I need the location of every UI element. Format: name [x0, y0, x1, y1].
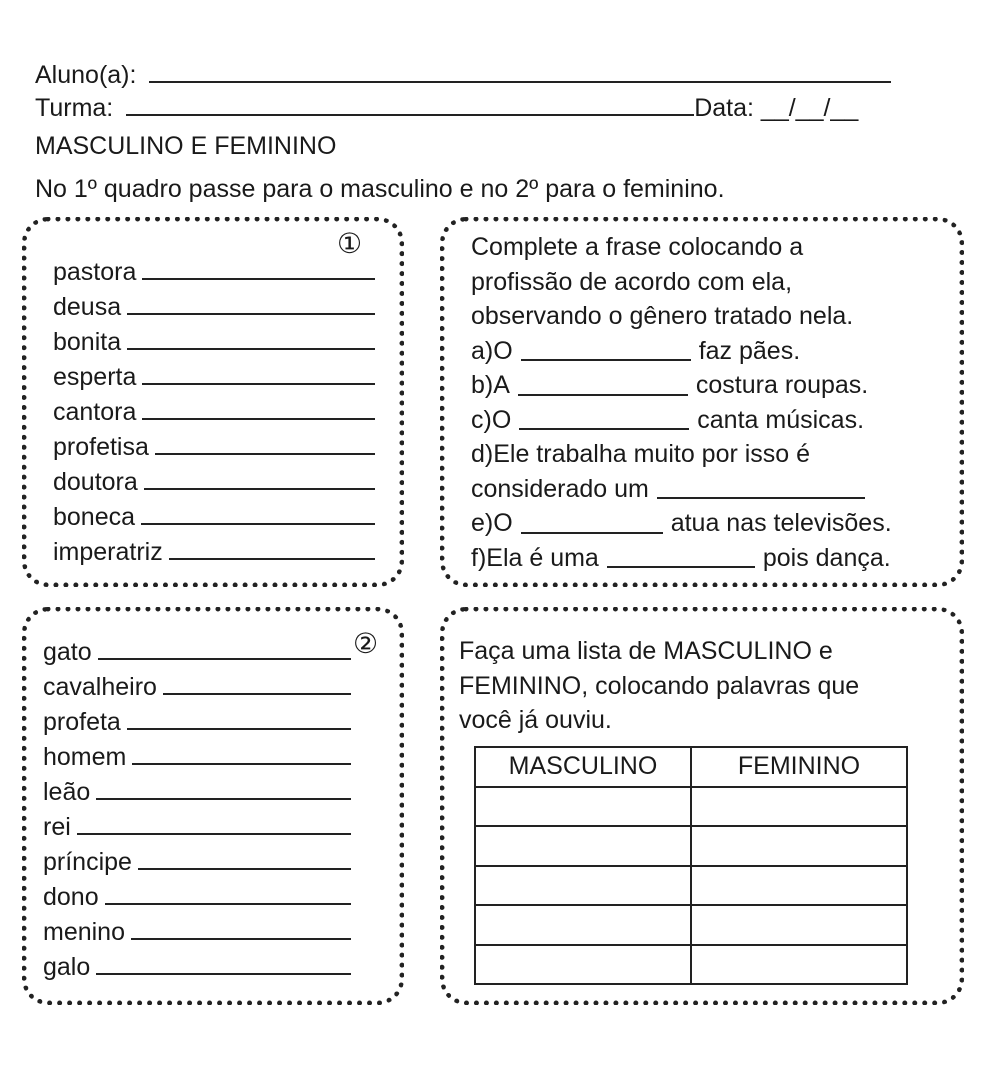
answer-blank[interactable] — [163, 693, 351, 695]
list-item: menino — [43, 912, 351, 947]
answer-blank[interactable] — [96, 973, 351, 975]
answer-blank[interactable] — [138, 868, 351, 870]
sentence-d-line-1: d)Ele trabalha muito por isso é — [471, 440, 811, 468]
table-row — [475, 826, 907, 866]
answer-blank[interactable] — [142, 383, 375, 385]
answer-blank[interactable] — [105, 903, 351, 905]
table-cell[interactable] — [691, 905, 907, 945]
student-name-field[interactable] — [149, 57, 891, 83]
list-item: pastora — [53, 252, 375, 287]
list-item: príncipe — [43, 842, 351, 877]
answer-blank[interactable] — [518, 394, 688, 396]
box-1-to-masculine — [22, 217, 404, 587]
sentence-c: c)O canta músicas. — [471, 405, 865, 434]
box-3-complete-sentences — [440, 217, 964, 587]
sentence-a: a)O faz pães. — [471, 336, 801, 365]
date-label: Data: — [694, 94, 754, 122]
box-4-intro-line: FEMININO, colocando palavras que — [459, 671, 860, 700]
table-row — [475, 866, 907, 906]
table-cell[interactable] — [475, 866, 691, 906]
answer-blank[interactable] — [155, 453, 375, 455]
student-name-line — [35, 57, 891, 90]
table-cell[interactable] — [475, 826, 691, 866]
sentence-f: f)Ela é uma pois dança. — [471, 543, 891, 572]
date-field[interactable]: __/__/__ — [760, 94, 859, 122]
box-4-intro-line: Faça uma lista de MASCULINO e — [459, 637, 833, 665]
table-cell[interactable] — [691, 826, 907, 866]
answer-blank[interactable] — [657, 497, 865, 499]
sentence-e: e)O atua nas televisões. — [471, 509, 892, 537]
answer-blank[interactable] — [131, 938, 351, 940]
answer-blank[interactable] — [141, 523, 375, 525]
table-cell[interactable] — [475, 787, 691, 827]
answer-blank[interactable] — [519, 428, 689, 430]
student-label: Aluno(a): — [35, 61, 137, 89]
answer-blank[interactable] — [169, 558, 375, 560]
box-3-content — [471, 230, 951, 575]
masculine-feminine-table — [474, 746, 908, 985]
box-2-word-list — [43, 632, 351, 982]
column-header-masculino: MASCULINO — [475, 747, 691, 787]
page-title: MASCULINO E FEMININO — [35, 132, 337, 160]
answer-blank[interactable] — [127, 313, 375, 315]
answer-blank[interactable] — [127, 728, 351, 730]
list-item: profetisa — [53, 427, 375, 462]
box-2-to-feminine — [22, 607, 404, 1005]
answer-blank[interactable] — [607, 566, 755, 568]
list-item: doutora — [53, 462, 375, 497]
answer-blank[interactable] — [77, 833, 351, 835]
box-1-number: ① — [337, 228, 363, 259]
answer-blank[interactable] — [142, 278, 375, 280]
answer-blank[interactable] — [142, 418, 375, 420]
answer-blank[interactable] — [521, 532, 663, 534]
class-field[interactable] — [126, 90, 694, 116]
answer-blank[interactable] — [127, 348, 375, 350]
list-item: homem — [43, 737, 351, 772]
table-row — [475, 787, 907, 827]
list-item: deusa — [53, 287, 375, 322]
box-4-list-masculine-feminine — [440, 607, 964, 1005]
answer-blank[interactable] — [144, 488, 375, 490]
list-item: rei — [43, 807, 351, 842]
table-row — [475, 905, 907, 945]
table-row — [475, 945, 907, 985]
table-cell[interactable] — [475, 905, 691, 945]
list-item: cantora — [53, 392, 375, 427]
answer-blank[interactable] — [132, 763, 351, 765]
list-item: dono — [43, 877, 351, 912]
sentence-b: b)A costura roupas. — [471, 371, 869, 399]
list-item: galo — [43, 947, 351, 982]
list-item: leão — [43, 772, 351, 807]
list-item: cavalheiro — [43, 667, 351, 702]
answer-blank[interactable] — [96, 798, 351, 800]
answer-blank[interactable] — [521, 359, 691, 361]
answer-blank[interactable] — [98, 658, 351, 660]
table-cell[interactable] — [691, 866, 907, 906]
class-date-line — [35, 90, 858, 123]
class-label: Turma: — [35, 94, 114, 122]
box-3-intro-line: observando o gênero tratado nela. — [471, 302, 854, 330]
box-2-number: ② — [353, 628, 379, 659]
list-item: boneca — [53, 497, 375, 532]
list-item: gato — [43, 632, 351, 667]
table-cell[interactable] — [691, 787, 907, 827]
list-item: profeta — [43, 702, 351, 737]
table-cell[interactable] — [475, 945, 691, 985]
box-4-intro-line: você já ouviu. — [459, 706, 612, 734]
list-item: imperatriz — [53, 532, 375, 567]
instruction-text: No 1º quadro passe para o masculino e no 2º para o feminino. — [35, 175, 725, 203]
box-1-word-list — [53, 252, 375, 567]
list-item: esperta — [53, 357, 375, 392]
box-4-intro — [459, 634, 949, 738]
sentence-d-line-2: considerado um — [471, 472, 951, 507]
list-item: bonita — [53, 322, 375, 357]
table-cell[interactable] — [691, 945, 907, 985]
column-header-feminino: FEMININO — [691, 747, 907, 787]
box-3-intro-line: profissão de acordo com ela, — [471, 267, 793, 296]
table-header-row — [475, 747, 907, 787]
box-3-intro-line: Complete a frase colocando a — [471, 233, 804, 261]
